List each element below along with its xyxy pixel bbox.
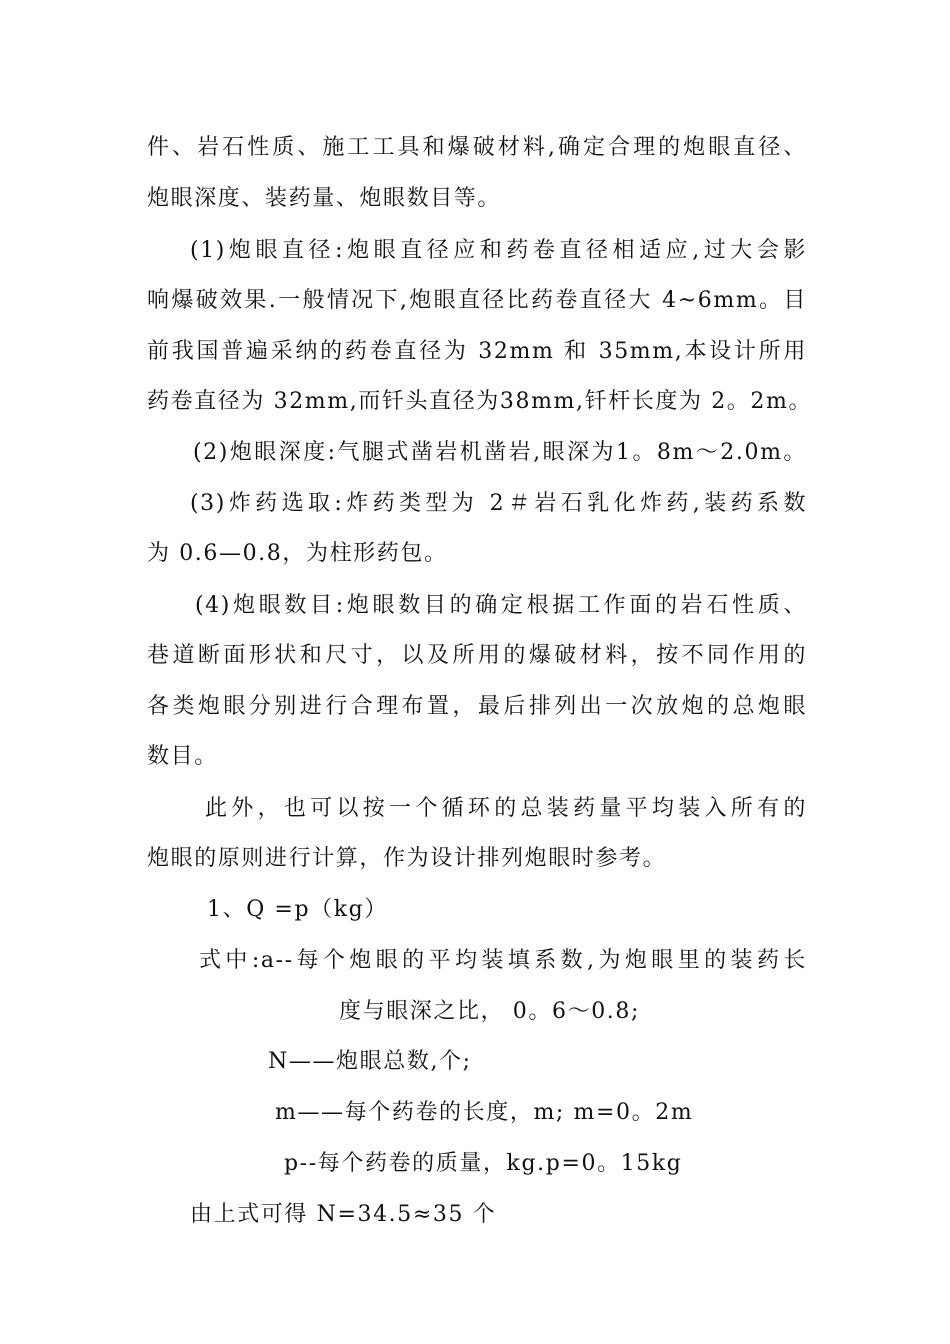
text-line: 炮眼深度、装药量、炮眼数目等。 bbox=[147, 186, 502, 211]
text-line: 巷道断面形状和尺寸，以及所用的爆破材料，按不同作用的 bbox=[147, 643, 807, 668]
text-line: 响爆破效果.一般情况下,炮眼直径比药卷直径大 4~6mm。目 bbox=[147, 288, 807, 313]
formula: 1、Q =p（kg） bbox=[207, 897, 388, 922]
paragraph-explosive: (3)炸药选取:炸药类型为 2＃岩石乳化炸药,装药系数 bbox=[190, 491, 807, 516]
text-line: 件、岩石性质、施工工具和爆破材料,确定合理的炮眼直径、 bbox=[147, 135, 807, 160]
paragraph-hole-count: (4)炮眼数目:炮眼数目的确定根据工作面的岩石性质、 bbox=[195, 593, 807, 618]
result-line: 由上式可得 N=34.5≈35 个 bbox=[190, 1202, 497, 1227]
formula-explanation: 式中:a--每个炮眼的平均装填系数,为炮眼里的装药长 bbox=[199, 948, 807, 973]
text-line: 炮眼的原则进行计算，作为设计排列炮眼时参考。 bbox=[147, 846, 667, 871]
paragraph-additional: 此外，也可以按一个循环的总装药量平均装入所有的 bbox=[205, 796, 807, 821]
variable-definition: m——每个药卷的长度，m; m=0。2m bbox=[275, 1100, 694, 1125]
paragraph-diameter-heading: (1)炮眼直径:炮眼直径应和药卷直径相适应,过大会影 bbox=[190, 238, 807, 263]
text-line: 数目。 bbox=[147, 744, 218, 769]
paragraph-depth: (2)炮眼深度:气腿式凿岩机凿岩,眼深为1。8m～2.0m。 bbox=[193, 440, 807, 465]
text-line: 度与眼深之比， 0。6～0.8; bbox=[339, 999, 640, 1024]
variable-definition: p--每个药卷的质量，kg.p=0。15kg bbox=[284, 1151, 683, 1176]
text-line: 为 0.6—0.8，为柱形药包。 bbox=[147, 541, 448, 566]
text-line: 药卷直径为 32mm,而钎头直径为38mm,钎杆长度为 2。2m。 bbox=[147, 389, 813, 414]
variable-definition: N——炮眼总数,个; bbox=[268, 1049, 472, 1074]
text-line: 各类炮眼分别进行合理布置，最后排列出一次放炮的总炮眼 bbox=[147, 694, 807, 719]
text-line: 前我国普遍采纳的药卷直径为 32mm 和 35mm,本设计所用 bbox=[147, 339, 807, 364]
